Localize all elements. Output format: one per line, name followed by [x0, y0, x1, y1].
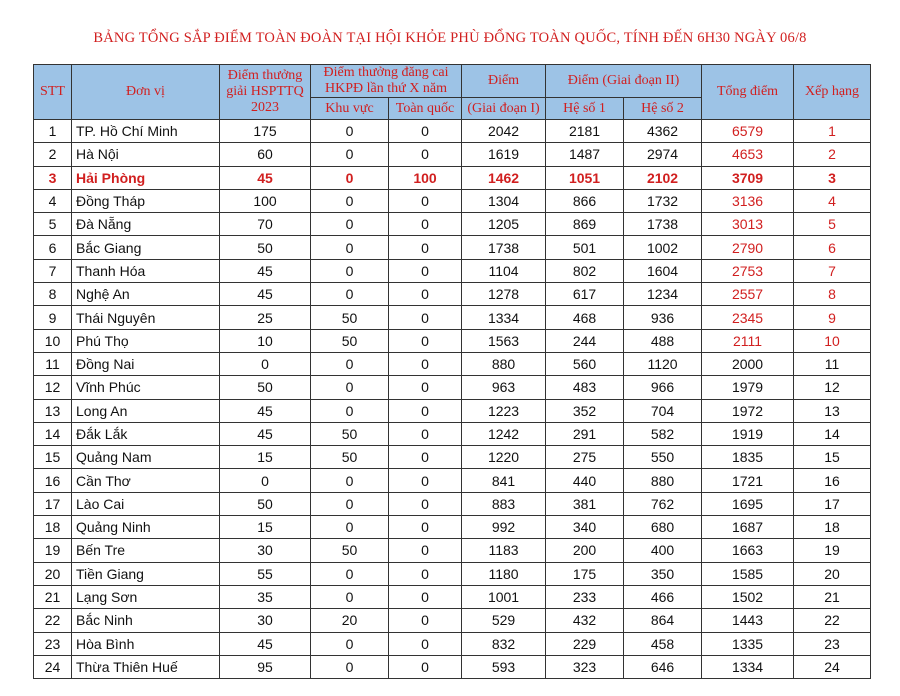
cell-unit: Quảng Nam — [72, 446, 220, 469]
cell-regional: 0 — [311, 120, 389, 143]
cell-unit: Bến Tre — [72, 539, 220, 562]
cell-coef2: 458 — [624, 632, 702, 655]
cell-regional: 0 — [311, 562, 389, 585]
cell-hs-bonus: 45 — [220, 259, 311, 282]
cell-coef1: 560 — [546, 352, 624, 375]
cell-coef1: 233 — [546, 585, 624, 608]
cell-stt: 4 — [34, 189, 72, 212]
cell-total: 6579 — [702, 120, 794, 143]
cell-stt: 17 — [34, 492, 72, 515]
cell-regional: 0 — [311, 376, 389, 399]
cell-national: 0 — [389, 422, 462, 445]
cell-regional: 20 — [311, 609, 389, 632]
cell-hs-bonus: 45 — [220, 399, 311, 422]
cell-unit: Bắc Giang — [72, 236, 220, 259]
cell-national: 0 — [389, 189, 462, 212]
table-row — [34, 166, 871, 189]
cell-stt: 18 — [34, 516, 72, 539]
cell-coef2: 2102 — [624, 166, 702, 189]
table-row — [34, 562, 871, 585]
cell-hs-bonus: 50 — [220, 492, 311, 515]
cell-national: 0 — [389, 562, 462, 585]
table-row — [34, 585, 871, 608]
standings-table — [33, 64, 871, 679]
cell-total: 3013 — [702, 213, 794, 236]
cell-total: 2557 — [702, 283, 794, 306]
cell-total: 2111 — [702, 329, 794, 352]
cell-rank: 3 — [794, 166, 871, 189]
cell-phase1: 1304 — [462, 189, 546, 212]
cell-total: 1443 — [702, 609, 794, 632]
cell-regional: 0 — [311, 143, 389, 166]
table-row — [34, 213, 871, 236]
cell-coef1: 617 — [546, 283, 624, 306]
table-row — [34, 655, 871, 678]
page-title: BẢNG TỔNG SẮP ĐIỂM TOÀN ĐOÀN TẠI HỘI KHỎE PHÙ ĐỔNG TOÀN QUỐC, TÍNH ĐẾN 6H30 NGÀY 06/8 — [93, 30, 807, 46]
cell-coef1: 323 — [546, 655, 624, 678]
cell-coef2: 1120 — [624, 352, 702, 375]
cell-rank: 5 — [794, 213, 871, 236]
table-row — [34, 446, 871, 469]
header-host-bonus-line2: HKPĐ lần thứ X năm — [325, 81, 447, 96]
cell-national: 0 — [389, 539, 462, 562]
cell-total: 1335 — [702, 632, 794, 655]
cell-phase1: 1223 — [462, 399, 546, 422]
cell-coef1: 2181 — [546, 120, 624, 143]
cell-national: 0 — [389, 469, 462, 492]
cell-regional: 0 — [311, 213, 389, 236]
cell-coef2: 936 — [624, 306, 702, 329]
cell-coef2: 4362 — [624, 120, 702, 143]
cell-coef2: 864 — [624, 609, 702, 632]
cell-unit: Hà Nội — [72, 143, 220, 166]
cell-hs-bonus: 175 — [220, 120, 311, 143]
cell-rank: 16 — [794, 469, 871, 492]
cell-total: 4653 — [702, 143, 794, 166]
header-coef1: Hệ số 1 — [546, 98, 624, 120]
cell-rank: 7 — [794, 259, 871, 282]
cell-unit: Thanh Hóa — [72, 259, 220, 282]
header-coef2: Hệ số 2 — [624, 98, 702, 120]
cell-hs-bonus: 45 — [220, 166, 311, 189]
cell-total: 1334 — [702, 655, 794, 678]
table-row — [34, 376, 871, 399]
table-row — [34, 120, 871, 143]
cell-hs-bonus: 100 — [220, 189, 311, 212]
table-row — [34, 492, 871, 515]
header-unit: Đơn vị — [72, 65, 220, 120]
header-stt: STT — [34, 65, 72, 120]
cell-stt: 8 — [34, 283, 72, 306]
cell-stt: 12 — [34, 376, 72, 399]
cell-unit: Bắc Ninh — [72, 609, 220, 632]
cell-stt: 10 — [34, 329, 72, 352]
cell-unit: Thái Nguyên — [72, 306, 220, 329]
cell-stt: 15 — [34, 446, 72, 469]
cell-coef1: 802 — [546, 259, 624, 282]
cell-coef1: 175 — [546, 562, 624, 585]
cell-hs-bonus: 60 — [220, 143, 311, 166]
cell-phase1: 1183 — [462, 539, 546, 562]
cell-coef2: 400 — [624, 539, 702, 562]
cell-regional: 0 — [311, 259, 389, 282]
cell-phase1: 832 — [462, 632, 546, 655]
cell-coef2: 350 — [624, 562, 702, 585]
cell-unit: Long An — [72, 399, 220, 422]
cell-unit: Cần Thơ — [72, 469, 220, 492]
cell-unit: Hòa Bình — [72, 632, 220, 655]
cell-hs-bonus: 55 — [220, 562, 311, 585]
cell-rank: 24 — [794, 655, 871, 678]
cell-unit: Tiền Giang — [72, 562, 220, 585]
cell-stt: 21 — [34, 585, 72, 608]
cell-regional: 0 — [311, 469, 389, 492]
cell-regional: 0 — [311, 399, 389, 422]
cell-rank: 19 — [794, 539, 871, 562]
cell-coef1: 1051 — [546, 166, 624, 189]
cell-unit: Thừa Thiên Huế — [72, 655, 220, 678]
cell-rank: 17 — [794, 492, 871, 515]
cell-stt: 9 — [34, 306, 72, 329]
cell-total: 1721 — [702, 469, 794, 492]
cell-rank: 9 — [794, 306, 871, 329]
cell-hs-bonus: 10 — [220, 329, 311, 352]
cell-rank: 10 — [794, 329, 871, 352]
cell-coef1: 291 — [546, 422, 624, 445]
header-hs-bonus — [220, 65, 311, 120]
cell-regional: 0 — [311, 166, 389, 189]
cell-national: 0 — [389, 306, 462, 329]
header-host-bonus-line1: Điểm thưởng đăng cai — [323, 65, 449, 80]
cell-rank: 13 — [794, 399, 871, 422]
cell-phase1: 1242 — [462, 422, 546, 445]
cell-rank: 11 — [794, 352, 871, 375]
cell-regional: 0 — [311, 283, 389, 306]
cell-coef2: 550 — [624, 446, 702, 469]
cell-national: 0 — [389, 236, 462, 259]
cell-regional: 50 — [311, 539, 389, 562]
header-regional: Khu vực — [311, 98, 389, 120]
cell-national: 0 — [389, 376, 462, 399]
cell-hs-bonus: 50 — [220, 236, 311, 259]
cell-stt: 3 — [34, 166, 72, 189]
cell-rank: 1 — [794, 120, 871, 143]
cell-coef1: 275 — [546, 446, 624, 469]
cell-hs-bonus: 0 — [220, 469, 311, 492]
cell-phase1: 880 — [462, 352, 546, 375]
cell-coef1: 869 — [546, 213, 624, 236]
cell-total: 1687 — [702, 516, 794, 539]
cell-stt: 2 — [34, 143, 72, 166]
cell-stt: 7 — [34, 259, 72, 282]
cell-phase1: 1334 — [462, 306, 546, 329]
cell-phase1: 963 — [462, 376, 546, 399]
cell-rank: 22 — [794, 609, 871, 632]
cell-national: 0 — [389, 585, 462, 608]
cell-total: 1835 — [702, 446, 794, 469]
cell-rank: 15 — [794, 446, 871, 469]
table-row — [34, 306, 871, 329]
cell-coef2: 1002 — [624, 236, 702, 259]
cell-total: 2753 — [702, 259, 794, 282]
cell-coef2: 1732 — [624, 189, 702, 212]
cell-national: 0 — [389, 399, 462, 422]
cell-coef2: 646 — [624, 655, 702, 678]
cell-rank: 21 — [794, 585, 871, 608]
cell-total: 1502 — [702, 585, 794, 608]
cell-coef1: 440 — [546, 469, 624, 492]
cell-unit: Đồng Nai — [72, 352, 220, 375]
cell-coef2: 966 — [624, 376, 702, 399]
cell-total: 1695 — [702, 492, 794, 515]
cell-unit: TP. Hồ Chí Minh — [72, 120, 220, 143]
cell-coef1: 381 — [546, 492, 624, 515]
header-rank: Xếp hạng — [794, 65, 871, 120]
cell-regional: 50 — [311, 306, 389, 329]
cell-phase1: 1462 — [462, 166, 546, 189]
cell-unit: Lào Cai — [72, 492, 220, 515]
cell-phase1: 1180 — [462, 562, 546, 585]
cell-rank: 2 — [794, 143, 871, 166]
header-total: Tổng điểm — [702, 65, 794, 120]
cell-phase1: 1205 — [462, 213, 546, 236]
cell-phase1: 1619 — [462, 143, 546, 166]
table-row — [34, 329, 871, 352]
header-hs-bonus-line3: 2023 — [251, 100, 279, 115]
cell-national: 0 — [389, 213, 462, 236]
cell-coef2: 704 — [624, 399, 702, 422]
cell-rank: 14 — [794, 422, 871, 445]
cell-national: 0 — [389, 259, 462, 282]
cell-unit: Phú Thọ — [72, 329, 220, 352]
cell-hs-bonus: 0 — [220, 352, 311, 375]
table-header — [34, 65, 871, 120]
cell-coef1: 501 — [546, 236, 624, 259]
cell-stt: 11 — [34, 352, 72, 375]
cell-national: 0 — [389, 492, 462, 515]
cell-phase1: 841 — [462, 469, 546, 492]
table-row — [34, 143, 871, 166]
cell-hs-bonus: 35 — [220, 585, 311, 608]
table-row — [34, 236, 871, 259]
cell-coef1: 244 — [546, 329, 624, 352]
cell-rank: 6 — [794, 236, 871, 259]
table-row — [34, 399, 871, 422]
cell-coef1: 229 — [546, 632, 624, 655]
cell-total: 1663 — [702, 539, 794, 562]
cell-coef2: 762 — [624, 492, 702, 515]
cell-regional: 0 — [311, 585, 389, 608]
cell-coef2: 466 — [624, 585, 702, 608]
cell-hs-bonus: 95 — [220, 655, 311, 678]
cell-total: 3709 — [702, 166, 794, 189]
cell-rank: 20 — [794, 562, 871, 585]
table-row — [34, 539, 871, 562]
table-row — [34, 259, 871, 282]
cell-national: 0 — [389, 446, 462, 469]
cell-phase1: 2042 — [462, 120, 546, 143]
cell-unit: Quảng Ninh — [72, 516, 220, 539]
cell-phase1: 1738 — [462, 236, 546, 259]
cell-total: 2345 — [702, 306, 794, 329]
cell-total: 2790 — [702, 236, 794, 259]
cell-stt: 20 — [34, 562, 72, 585]
cell-total: 1585 — [702, 562, 794, 585]
cell-regional: 0 — [311, 492, 389, 515]
table-row — [34, 422, 871, 445]
cell-total: 1972 — [702, 399, 794, 422]
cell-phase1: 529 — [462, 609, 546, 632]
cell-phase1: 1001 — [462, 585, 546, 608]
cell-coef1: 200 — [546, 539, 624, 562]
cell-regional: 0 — [311, 655, 389, 678]
cell-phase1: 593 — [462, 655, 546, 678]
cell-unit: Đà Nẵng — [72, 213, 220, 236]
header-hs-bonus-line1: Điểm thưởng — [227, 68, 303, 83]
cell-stt: 22 — [34, 609, 72, 632]
cell-regional: 50 — [311, 329, 389, 352]
cell-phase1: 883 — [462, 492, 546, 515]
cell-hs-bonus: 50 — [220, 376, 311, 399]
cell-national: 0 — [389, 283, 462, 306]
cell-coef2: 582 — [624, 422, 702, 445]
cell-regional: 0 — [311, 236, 389, 259]
header-national: Toàn quốc — [389, 98, 462, 120]
cell-hs-bonus: 45 — [220, 422, 311, 445]
header-phase2: Điểm (Giai đoạn II) — [546, 65, 702, 98]
cell-regional: 0 — [311, 516, 389, 539]
cell-unit: Đồng Tháp — [72, 189, 220, 212]
cell-coef2: 488 — [624, 329, 702, 352]
cell-unit: Đắk Lắk — [72, 422, 220, 445]
cell-national: 0 — [389, 329, 462, 352]
cell-hs-bonus: 30 — [220, 609, 311, 632]
cell-regional: 50 — [311, 422, 389, 445]
cell-national: 0 — [389, 609, 462, 632]
cell-national: 0 — [389, 352, 462, 375]
cell-unit: Lạng Sơn — [72, 585, 220, 608]
cell-coef2: 880 — [624, 469, 702, 492]
cell-stt: 5 — [34, 213, 72, 236]
cell-rank: 23 — [794, 632, 871, 655]
cell-coef2: 1234 — [624, 283, 702, 306]
cell-unit: Nghệ An — [72, 283, 220, 306]
cell-coef2: 2974 — [624, 143, 702, 166]
cell-national: 0 — [389, 143, 462, 166]
cell-stt: 24 — [34, 655, 72, 678]
cell-stt: 23 — [34, 632, 72, 655]
table-row — [34, 609, 871, 632]
cell-coef2: 1738 — [624, 213, 702, 236]
cell-coef1: 483 — [546, 376, 624, 399]
cell-coef2: 680 — [624, 516, 702, 539]
cell-stt: 13 — [34, 399, 72, 422]
cell-total: 3136 — [702, 189, 794, 212]
cell-coef1: 352 — [546, 399, 624, 422]
cell-stt: 16 — [34, 469, 72, 492]
cell-unit: Vĩnh Phúc — [72, 376, 220, 399]
cell-hs-bonus: 70 — [220, 213, 311, 236]
table-row — [34, 283, 871, 306]
cell-coef1: 866 — [546, 189, 624, 212]
cell-total: 2000 — [702, 352, 794, 375]
cell-coef1: 432 — [546, 609, 624, 632]
cell-national: 0 — [389, 516, 462, 539]
cell-hs-bonus: 30 — [220, 539, 311, 562]
cell-national: 0 — [389, 655, 462, 678]
header-phase1-sub: (Giai đoạn I) — [462, 98, 546, 120]
table-row — [34, 189, 871, 212]
cell-unit: Hải Phòng — [72, 166, 220, 189]
cell-hs-bonus: 15 — [220, 516, 311, 539]
cell-rank: 4 — [794, 189, 871, 212]
cell-national: 100 — [389, 166, 462, 189]
cell-national: 0 — [389, 632, 462, 655]
table-row — [34, 632, 871, 655]
cell-total: 1979 — [702, 376, 794, 399]
header-phase1: Điểm — [462, 65, 546, 98]
table-body — [34, 120, 871, 679]
table-row — [34, 469, 871, 492]
cell-phase1: 1104 — [462, 259, 546, 282]
cell-rank: 12 — [794, 376, 871, 399]
cell-rank: 8 — [794, 283, 871, 306]
table-row — [34, 352, 871, 375]
cell-stt: 19 — [34, 539, 72, 562]
cell-coef1: 340 — [546, 516, 624, 539]
cell-coef1: 1487 — [546, 143, 624, 166]
cell-phase1: 992 — [462, 516, 546, 539]
cell-regional: 50 — [311, 446, 389, 469]
cell-regional: 0 — [311, 189, 389, 212]
cell-total: 1919 — [702, 422, 794, 445]
cell-rank: 18 — [794, 516, 871, 539]
header-host-bonus — [311, 65, 462, 98]
cell-coef1: 468 — [546, 306, 624, 329]
cell-hs-bonus: 45 — [220, 632, 311, 655]
cell-coef2: 1604 — [624, 259, 702, 282]
cell-phase1: 1220 — [462, 446, 546, 469]
cell-phase1: 1278 — [462, 283, 546, 306]
cell-hs-bonus: 25 — [220, 306, 311, 329]
cell-regional: 0 — [311, 632, 389, 655]
cell-stt: 1 — [34, 120, 72, 143]
cell-hs-bonus: 45 — [220, 283, 311, 306]
header-hs-bonus-line2: giải HSPTTQ — [226, 84, 304, 99]
table-row — [34, 516, 871, 539]
cell-stt: 14 — [34, 422, 72, 445]
cell-regional: 0 — [311, 352, 389, 375]
cell-phase1: 1563 — [462, 329, 546, 352]
cell-hs-bonus: 15 — [220, 446, 311, 469]
cell-national: 0 — [389, 120, 462, 143]
cell-stt: 6 — [34, 236, 72, 259]
